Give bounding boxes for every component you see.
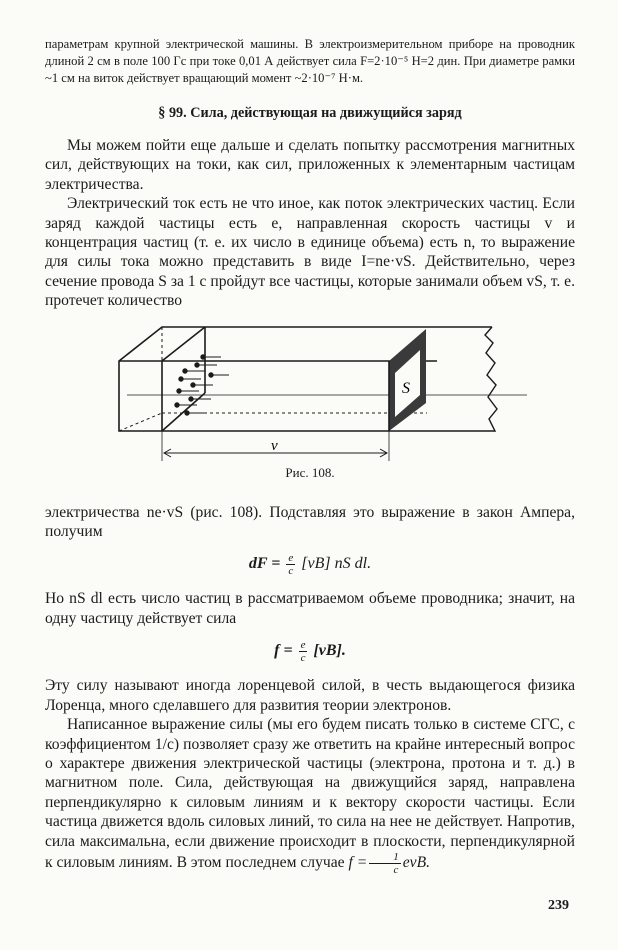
page-number: 239 bbox=[548, 898, 569, 913]
formula-1-numerator: e bbox=[288, 552, 294, 565]
formula-1-lhs: dF = bbox=[248, 555, 281, 573]
inline-formula-denominator: c bbox=[393, 863, 399, 876]
formula-1-rhs: [vB] nS dl. bbox=[301, 555, 372, 573]
paragraph-4: Но nS dl есть число частиц в рассматриваемом объеме проводника; значит, на одну частицу действует сила bbox=[45, 590, 575, 627]
page-content bbox=[45, 36, 575, 876]
formula-2-lhs: f = bbox=[274, 642, 293, 660]
paragraph-5: Эту силу называют иногда лоренцевой силой, в честь выдающегося физика Лоренца, много сделавшего для развития теории электронов. bbox=[45, 677, 575, 714]
inline-formula bbox=[348, 850, 431, 876]
formula-1-fraction bbox=[286, 552, 295, 577]
paragraph-1: Мы можем пойти еще дальше и сделать попытку рассмотрения магнитных сил, действующих на токи, как сил, приложенных к элементарным частицам электричества. bbox=[45, 137, 575, 193]
conductor-diagram bbox=[107, 313, 547, 463]
formula-2-fraction bbox=[299, 639, 308, 664]
paragraph-3: электричества ne·vS (рис. 108). Подставляя это выражение в закон Ампера, получим bbox=[45, 503, 575, 541]
formula-2-rhs: [vB]. bbox=[313, 642, 346, 660]
section-title: § 99. Сила, действующая на движущийся заряд bbox=[158, 105, 462, 121]
paragraph-6 bbox=[45, 715, 575, 876]
particles-with-velocity-arrows bbox=[175, 354, 229, 414]
top-paragraph: параметрам крупной электрической машины. В электроизмерительном приборе на проводник длиной 2 см в поле 100 Гс при токе 0,01 А действует сила F=2·10⁻⁵ Н=2 дин. При диаметре рамки ~1 см на виток действует вращающий момент ~2·10⁻⁷ Н·м. bbox=[45, 37, 575, 85]
paragraph-6-text: Написанное выражение силы (мы его будем писать только в системе СГС, с коэффициентом 1/c) позволяет сразу же ответить на крайне интересный вопрос о характере движения электрической частицы (электрона, протона и т. д.) в магнитном поле. Сила, действующая на движущийся заряд, направлена перпендикулярно к силовым линиям и к вектору скорости частицы. Если частица движется вдоль силовых линий, то сила на нее не действует. Напротив, сила максимальна, если движение происходит в плоскости, перпендикулярной к силовым линиям. В этом последнем случае bbox=[45, 716, 575, 872]
paragraph-2: Электрический ток есть не что иное, как поток электрических частиц. Если заряд каждой частицы есть e, направленная скорость частицы v и концентрация частиц (т. е. их число в единице объема) есть n, то выражение для силы тока можно представить в виде I=ne·vS. Действительно, через сечение провода S за 1 с пройдут все частицы, которые занимали объем vS, т. е. протечет количество bbox=[45, 195, 575, 310]
figure-caption: Рис. 108. bbox=[285, 464, 335, 480]
formula-f bbox=[45, 636, 575, 666]
formula-2-denominator: c bbox=[300, 652, 306, 665]
dimension-label-v: v bbox=[271, 437, 278, 454]
inline-formula-fraction bbox=[369, 851, 401, 876]
inline-formula-lhs: f = bbox=[348, 854, 368, 872]
formula-df bbox=[45, 549, 575, 579]
figure-108 bbox=[45, 313, 575, 463]
inline-formula-rhs: evB. bbox=[402, 854, 431, 872]
formula-2-numerator: e bbox=[300, 639, 306, 652]
inline-formula-numerator: 1 bbox=[369, 851, 401, 864]
formula-1-denominator: c bbox=[288, 565, 294, 578]
section-label-s: S bbox=[402, 379, 410, 397]
